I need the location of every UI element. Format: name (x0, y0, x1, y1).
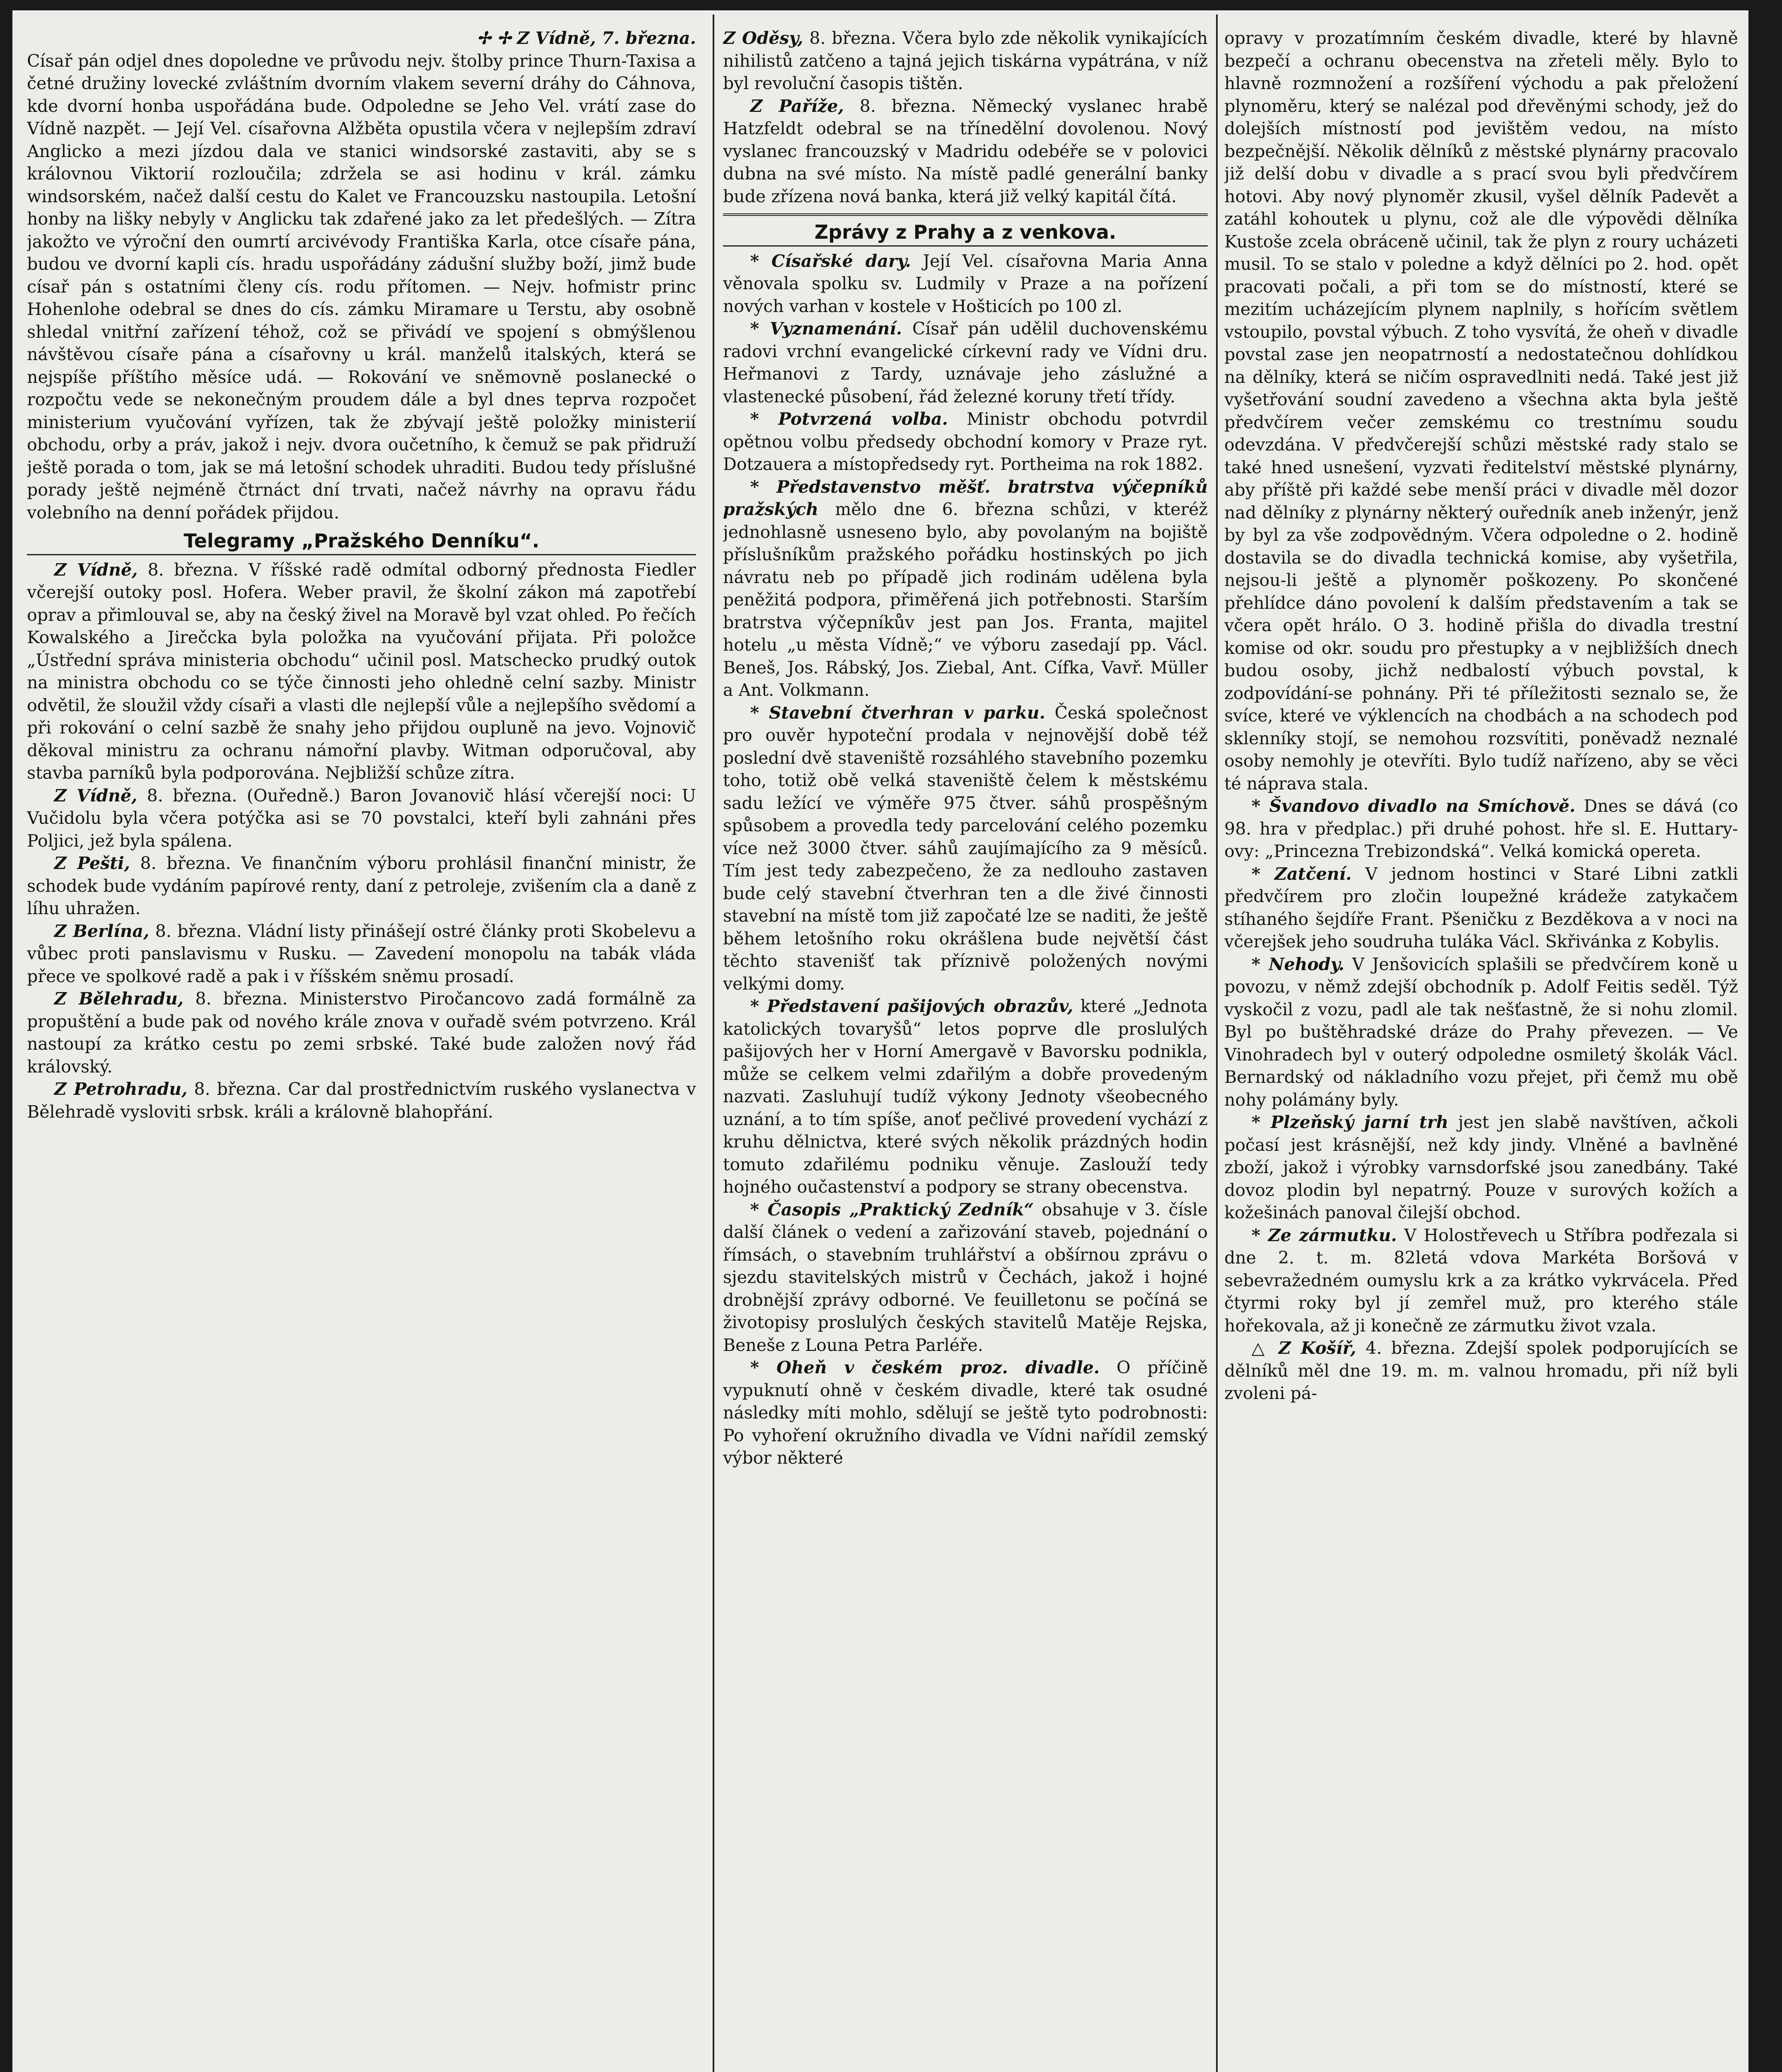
article-lead: * Stavební čtverhran v parku. (750, 702, 1045, 723)
section-heading: Zprávy z Prahy a z venkova. (723, 213, 1208, 247)
article-paragraph (723, 317, 1208, 408)
article-lead: Z Vídně, (54, 559, 138, 580)
article-text: 8. března. Vládní listy přinášejí ostré články proti Skobelevu a vůbec proti panslavismu v Rusku. — Zavedení monopolu na tabák vláda přece ve spolkové radě a pak i v říšském sněmu prosadí. (27, 921, 696, 986)
article-lead: * Oheň v českém proz. divadle. (750, 1358, 1100, 1377)
article-paragraph (1224, 1337, 1738, 1405)
article-text: 8. března. V říšské radě odmítal odborný přednosta Fiedler včerejší outoky posl. Hofera. Weber pravil, že školní zákon má zapotřebí oprav a přimlouval se, aby na český živel na Moravě byl vzat ohled. Po řečích Kowalského a Jirečcka byla položka na vyučování přijata. Při položce „Ústřední správa ministeria obchodu“ učinil posl. Matschecko prudký outok na ministra obchodu co se týče činnosti jeho ohledně celní sazby. Ministr odvětil, že sloužil vždy císaři a vlasti dle nejlepší vůle a nejlepšího svědomí a při rokování o celní sazbě že snahy jeho přijdou oupluně na jevo. Vojnovič děkoval ministru za ochranu námořní plavby. Witman odporučoval, aby stavba parníků byla podporována. Nejbližší schůze zítra. (27, 559, 696, 783)
article-lead: * Časopis „Praktický Zedník“ (750, 1199, 1034, 1220)
article-text: 8. března. Ve finančním výboru prohlásil finanční ministr, že schodek bude vydáním papírové renty, daní z petroleje, zvišením cla a daně z líhu uhražen. (27, 853, 696, 918)
column-rule (1216, 15, 1218, 2072)
article-paragraph (27, 988, 696, 1078)
article-lead: * Plzeňský jarní trh (1251, 1112, 1448, 1132)
dateline: ✢ ✢ Z Vídně, 7. března. (476, 28, 696, 48)
article-lead: * Vyznamenání. (750, 319, 902, 339)
article-lead: Z Paříže, (750, 96, 844, 116)
column-1 (27, 27, 696, 2072)
article-lead: * Zatčení. (1251, 864, 1352, 884)
article-paragraph (27, 559, 696, 784)
article-text: V Jenšovicích splašili se předvčírem koně u povozu, v němž zdejší obchodník p. Adolf Feitis seděl. Týž vyskočil z vozu, padl ale tak nešťastně, že si nohu zlomil. Byl po buštěhradské dráze do Prahy převezen. — Ve Vinohradech byl v outerý odpoledne osmiletý školák Václ. Bernardský od nákladního vozu přejet, při čemž mu obě nohy polámány byly. (1224, 954, 1738, 1110)
article-paragraph (1224, 795, 1738, 863)
article-lead: Z Berlína, (54, 921, 150, 941)
article-paragraph (723, 702, 1208, 995)
article-text: V jednom hostinci v Staré Libni zatkli předvčírem pro zločin loupežné krádeže zatykačem stíhaného šejdíře Frant. Pšeničku z Bezděkova a v noci na včerejšek jeho soudruha tuláka Václ. Skřivánka z Kobylis. (1224, 864, 1738, 951)
article-text: Česká společnost pro ouvěr hypoteční prodala v nejnovější době též poslední dvě staveniště rozsáhlého stavebního pozemku toho, totiž obě velká staveniště čelem k městskému sadu ležící ve výměře 975 čtver. sáhů prospěšným spůsobem a provedla tedy parcelování celého pozemku více než 3000 čtver. sáhů zaujímajícího za 9 měsíců. Tím jest tedy zabezpečeno, že za nedlouho zastaven bude celý stavební čtverhran ten a dle živé činnosti stavební na místě tom již započaté lze se naditi, že ještě během letošního roku okrášlena bude největší část těchto stavenišť tak příznivě položených novými velkými domy. (723, 702, 1208, 994)
article-text: 8. března. Car dal prostřednictvím ruského vyslanectva v Bělehradě vysloviti srbsk. králi a královně blahopřání. (27, 1079, 696, 1122)
article-text: V Holostřevech u Stříbra podřezala si dne 2. t. m. 82letá vdova Markéta Boršová v sebevražedném oumyslu krk a za krátko vykrvácela. Před čtyrmi roky byl jí zemřel muž, pro kterého stále hořekovala, až ji konečně ze zármutku život vzala. (1224, 1225, 1738, 1336)
article-paragraph (723, 1356, 1208, 1469)
article-text: 8. března. (Ouředně.) Baron Jovanovič hlásí včerejší noci: U Vučidolu byla včera potýčka asi se 70 povstalci, kteří byli zahnáni přes Poljici, jež byla spálena. (27, 785, 696, 851)
article-lead: Z Petrohradu, (54, 1079, 188, 1099)
article-text: O příčině vypuknutí ohně v českém divadle, které tak osudné následky míti mohlo, sdělují se ještě tyto podrobnosti: Po vyhoření okružního divadla ve Vídni nařídil zemský výbor některé (723, 1358, 1208, 1468)
article-paragraph (27, 784, 696, 852)
column-2 (723, 27, 1208, 2072)
article-paragraph (27, 852, 696, 920)
article-text: Dnes se dává (co 98. hra v předplac.) při druhé pohost. hře sl. E. Huttary-ovy: „Princezna Trebizondská“. Velká komická opereta. (1224, 796, 1738, 861)
article-lead: Z Bělehradu, (54, 989, 184, 1009)
article-paragraph (723, 95, 1208, 208)
article-lead: * Nehody. (1251, 954, 1344, 974)
article-paragraph (1224, 953, 1738, 1111)
article-text: 8. března. Ministerstvo Piročancovo zadá formálně za propuštění a bude pak od nového krále znova v ouřadě svém potvrzeno. Král nastoupí za krátko cestu po zemi srbské. Také bude založen nový řád královský. (27, 989, 696, 1077)
article-text: jest jen slabě navštíven, ačkoli počasí jest krásnější, než kdy jindy. Vlněné a bavlněné zboží, jakož i výrobky varnsdorfské jsou zanedbány. Také dovoz plodin byl nepatrný. Pouze v surových kožích a kožešinách panoval čilejší obchod. (1224, 1112, 1738, 1222)
article-paragraph (723, 408, 1208, 476)
article-paragraph (27, 1078, 696, 1123)
article-lead: Z Oděsy, (723, 28, 803, 48)
article-text: Císař pán odjel dnes dopoledne ve průvodu nejv. štolby prince Thurn-Taxisa a četné družiny lovecké zvláštním dvorním vlakem severní dráhy do Cáhnova, kde dvorní honba uspořádána bude. Odpoledne se Jeho Vel. vrátí zase do Vídně nazpět. — Její Vel. císařovna Alžběta opustila včera v nejlepším zdraví Anglicko a mezi jízdou dala ve stanici windsorské zastaviti, aby se s královnou Viktorií rozloučila; zdržela se asi hodinu v král. zámku windsorském, načež další cestu do Kalet ve Francouzsku nastoupila. Letošní honby na lišky nebyly v Anglicku tak zdařené jako za let předešlých. — Zítra jakožto ve výroční den oumrtí arcivévody Františka Karla, otce císaře pána, budou ve dvorní kapli cís. hradu uspořádány zádušní služby boží, jimž bude císař pán s ostatními členy cís. rodu přítomen. — Nejv. hofmistr princ Hohenlohe odebral se dnes do cís. zámku Miramare u Terstu, aby osobně shledal vnitřní zařízení téhož, což se přivádí ve spojení s obmýšlenou návštěvou císaře pána a císařovny u král. manželů italských, která se nejspíše příštího měsíce udá. — Rokování ve sněmovně poslanecké o rozpočtu vede se nekonečným proudem dále a byl dnes teprva rozpočet ministerium vyučování vyřízen, tak že zbývají ještě položky ministerií obchodu, orby a práv, jakož i nejv. dvora oučetního, k čemuž se pak přidruží ještě porada o tom, jak se má letošní schodek uhraditi. Budou tedy příslušné porady ještě nejméně čtrnáct dní trvati, načež návrhy na opravu řádu volebního na denní pořádek přijdou. (27, 51, 696, 523)
article-text: které „Jednota katolických tovaryšů“ letos poprve dle proslulých pašijových her v Horní Amergavě v Bavorsku podnikla, může se celkem velmi zdařilým a dobře provedeným nazvati. Zasluhují tudíž výkony Jednoty všeobecného uznání, a to tím spíše, anoť pečlivé provedení vychází z kruhu dělnictva, které svých několik prázdných hodin tomuto zdařilému podniku věnuje. Zaslouží tedy hojného oučastenství a podpory se strany obecenstva. (723, 996, 1208, 1197)
article-text: mělo dne 6. března schůzi, v kteréž jednohlasně usneseno bylo, aby povolaným na bojiště příslušníkům pražského pořádku hostinských po jich návratu neb po případě jich rodinám udělena byla peněžitá podpora, přiměřená jich potřebnosti. Starším bratrstva výčepníkův jest pan Jos. Franta, majitel hotelu „u města Vídně;“ ve výboru zasedají pp. Václ. Beneš, Jos. Rábský, Jos. Ziebal, Ant. Cífka, Vavř. Müller a Ant. Volkmann. (723, 499, 1208, 700)
article-paragraph (723, 250, 1208, 318)
article-lead: Z Pešti, (54, 853, 130, 873)
article-lead: △ Z Košíř, (1251, 1338, 1356, 1358)
article-paragraph (1224, 27, 1738, 795)
article-text: obsahuje v 3. čísle další článek o vedení a zařizování staveb, pojednání o římsách, o stavebním truhlářství a obšírnou zprávu o sjezdu stavitelských mistrů v Čechách, jakož i hojné drobnější zprávy odborné. Ve feuilletonu se počíná se životopisy proslulých českých stavitelů Matěje Rejska, Beneše z Louna Petra Parléře. (723, 1199, 1208, 1355)
article-paragraph (723, 27, 1208, 95)
newspaper-page (12, 10, 1748, 2072)
article-text: 4. března. Zdejší spolek podporujících se dělníků měl dne 19. m. m. valnou hromadu, při níž byli zvoleni pá- (1224, 1338, 1738, 1403)
article-lead: * Potvrzená volba. (750, 409, 948, 429)
article-lead: * Švandovo divadlo na Smíchově. (1251, 796, 1576, 816)
article-paragraph (723, 995, 1208, 1198)
article-lead: Z Vídně, (54, 785, 138, 806)
article-paragraph (723, 1198, 1208, 1357)
article-text: Její Vel. císařovna Maria Anna věnovala spolku sv. Ludmily v Praze a na pořízení nových varhan v kostele v Hošticích po 100 zl. (723, 251, 1208, 316)
article-text: Císař pán udělil duchovenskému radovi vrchní evangelické církevní rady ve Vídni dru. Heřmanovi z Tardy, uznávaje jeho záslužné a vlastenecké působení, řád železné koruny třetí třídy. (723, 319, 1208, 407)
article-text: 8. března. Včera bylo zde několik vynikajících nihilistů zatčeno a tajná jejich tiskárna vypátrána, v níž byl revoluční časopis tištěn. (723, 28, 1208, 93)
article-paragraph (27, 920, 696, 988)
article-text: Ministr obchodu potvrdil opětnou volbu předsedy obchodní komory v Praze ryt. Dotzauera a místopředsedy ryt. Portheima na rok 1882. (723, 409, 1208, 474)
article-text: 8. března. Německý vyslanec hrabě Hatzfeldt odebral se na třínedělní dovolenou. Nový vyslanec francouzský v Madridu odebéře se v polovici dubna na své místo. Na místě padlé generální banky bude zřízena nová banka, která již velký kapitál čítá. (723, 96, 1208, 206)
article-paragraph (27, 50, 696, 524)
article-lead: * Císařské dary. (750, 251, 911, 271)
article-paragraph (1224, 863, 1738, 953)
article-paragraph (1224, 1111, 1738, 1224)
column-3 (1224, 27, 1738, 2072)
article-text: opravy v prozatímním českém divadle, které by hlavně bezpečí a ochranu obecenstva na zřeteli měly. Bylo to hlavně rozmnožení a rozšíření východu a pak přeložení plynoměru, který se nalézal pod dřevěnými schody, jež do dolejších místností pod jevištěm vedou, na místo bezpečnější. Několik dělníků z městské plynárny pracovalo již delší dobu v divadle a s prací svou byli předvčírem hotovi. Aby nový plynoměr zkusil, vyšel dělník Padevět a zatáhl kohoutek u plynu, což ale dle výpovědi dělníka Kustoše zcela obráceně učinil, tak že plyn z roury ucházeti musil. To se stalo v poledne a když dělníci po 2. hod. opět pracovati počali, a při tom se do místností, které se mezitím ucházejícím plynem naplnily, s hořícím světlem vstoupilo, povstal výbuch. Z toho vysvítá, že oheň v divadle povstal zase jen neopatrností a nedostatečnou dohlídkou na dělníky, která se ničím ospravedlniti nedá. Také jest již vyšetřování soudní zavedeno a všechna akta byla ještě předvčírem večer zemskému co trestnímu soudu odevzdána. V předvčerejší schůzi městské rady stalo se také hned usnešení, vyzvati ředitelství městské plynárny, aby příště při každé sebe menší práci v divadle měl dozor nad dělníky z plynárny některý ouředník aneb inženýr, jenž by byl za vše zodpovědným. Včera odpoledne o 2. hodině dostavila se do divadla technická komise, aby vyšetřila, nejsou-li ještě a plynoměr poškozeny. Po skončené přehlídce dáno povolení k dalším představením a tak se včera opět hrálo. O 3. hodině přišla do divadla trestní komise od okr. soudu pro přestupky a v nejbližších dnech budou osoby, jichž nedbalostí výbuch povstal, k zodpovídání-se pohnány. Při té příležitosti seznalo se, že svíce, které ve výklencích na chodbách a na schodech pod sklenníky stojí, se nemohou rozsvítiti, poněvadž neznalé osoby nemohly je otevříti. Bylo tudíž nařízeno, aby se věci té náprava stala. (1224, 28, 1738, 794)
article-paragraph (1224, 1224, 1738, 1337)
article-lead: * Představenstvo měšť. bratrstva výčepníků pražských (723, 477, 1208, 519)
section-heading: Telegramy „Pražského Denníku“. (27, 530, 696, 555)
article-lead: * Ze zármutku. (1251, 1225, 1397, 1245)
column-rule (713, 15, 714, 2072)
article-paragraph (723, 476, 1208, 702)
article-lead: * Představení pašijových obrazův, (750, 996, 1074, 1016)
